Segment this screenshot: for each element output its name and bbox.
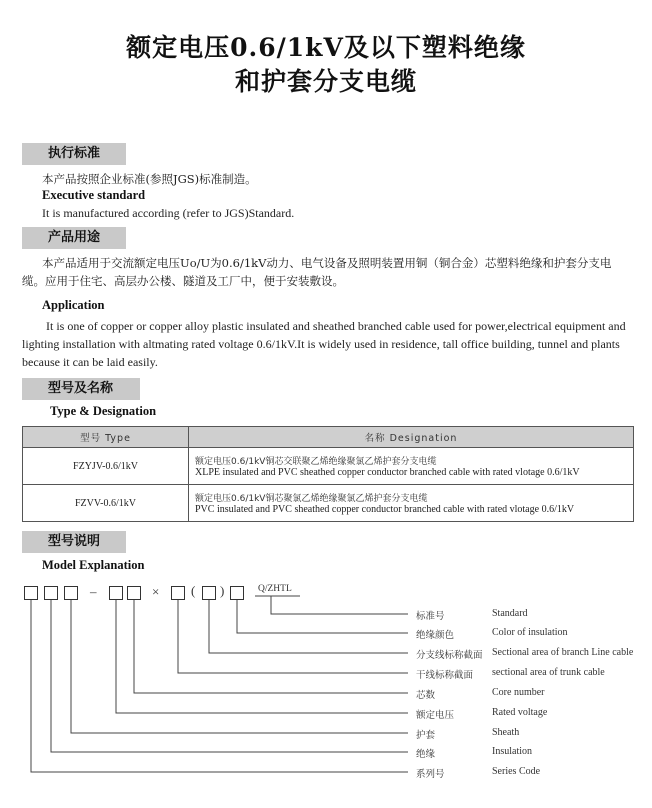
designation-en: XLPE insulated and PVC sheathed copper conductor branched cable with rated vlotage 0.6/1kV — [195, 467, 580, 478]
table-header-designation: 名称 Designation — [189, 427, 634, 448]
table-cell-type: FZVV-0.6/1kV — [23, 485, 189, 522]
model-box-voltage — [109, 586, 123, 600]
connector-color — [237, 600, 408, 633]
label-en-color: Color of insulation — [492, 627, 568, 638]
model-standard-code: Q/ZHTL — [258, 584, 292, 594]
designation-cn: 额定电压0.6/1kV铜芯聚氯乙烯绝缘聚氯乙烯护套分支电缆 — [195, 494, 428, 504]
model-box-branch — [202, 586, 216, 600]
section-tab-standard: 执行标准 — [22, 143, 126, 165]
model-box-core — [127, 586, 141, 600]
usage-text-cn: 本产品适用于交流额定电压Uo/U为0.6/1kV动力、电气设备及照明装置用铜（铜合金）芯塑料绝缘和护套分支电缆。应用于住宅、高层办公楼、隧道及工厂中，便于安装敷设。 — [22, 256, 612, 288]
table-header-type: 型号 Type — [23, 427, 189, 448]
page-title-line1: 额定电压0.6/1kV及以下塑料绝缘 — [126, 33, 526, 62]
model-rparen: ) — [220, 583, 225, 598]
section-tab-usage: 产品用途 — [22, 227, 126, 249]
label-en-series: Series Code — [492, 766, 541, 777]
label-cn-branch: 分支线标称截面 — [416, 650, 483, 661]
type-heading-en: Type & Designation — [50, 404, 157, 418]
connector-series — [31, 600, 408, 772]
label-en-insulation: Insulation — [492, 746, 532, 757]
model-box-sheath — [64, 586, 78, 600]
label-cn-voltage: 额定电压 — [416, 710, 455, 721]
table-cell-type: FZYJV-0.6/1kV — [23, 448, 189, 485]
label-en-trunk: sectional area of trunk cable — [492, 667, 605, 678]
connector-insulation — [51, 600, 408, 752]
model-times: × — [152, 584, 160, 599]
label-en-core: Core number — [492, 687, 545, 698]
label-en-standard: Standard — [492, 608, 528, 619]
section-tab-model: 型号说明 — [22, 531, 126, 553]
standard-text-cn: 本产品按照企业标准(参照JGS)标准制造。 — [42, 172, 257, 186]
model-box-color — [230, 586, 244, 600]
connector-voltage — [116, 600, 408, 713]
usage-heading-en: Application — [42, 298, 105, 312]
label-cn-sheath: 护套 — [416, 730, 436, 741]
connector-branch — [209, 600, 408, 653]
label-cn-insulation: 绝缘 — [416, 749, 436, 760]
model-lparen: ( — [191, 583, 196, 598]
page-title-line2: 和护套分支电缆 — [234, 67, 417, 96]
label-en-sheath: Sheath — [492, 727, 520, 738]
designation-en: PVC insulated and PVC sheathed copper conductor branched cable with rated vlotage 0.6/1kV — [195, 504, 575, 515]
model-heading-en: Model Explanation — [42, 558, 145, 572]
label-cn-color: 绝缘颜色 — [416, 630, 455, 641]
label-cn-core: 芯数 — [416, 690, 436, 701]
connector-trunk — [178, 600, 408, 673]
connector-standard — [271, 596, 408, 614]
model-box-series — [24, 586, 38, 600]
model-box-trunk — [171, 586, 185, 600]
designation-cn: 额定电压0.6/1kV铜芯交联聚乙烯绝缘聚氯乙烯护套分支电缆 — [195, 457, 437, 467]
standard-heading-en: Executive standard — [42, 188, 146, 202]
model-dash: – — [90, 584, 97, 599]
label-cn-trunk: 干线标称截面 — [416, 670, 474, 681]
label-en-branch: Sectional area of branch Line cable — [492, 647, 634, 658]
usage-text-en: It is one of copper or copper alloy plastic insulated and sheathed branched cable used for power,electrical equipment and lighting installation with altmating rated voltage 0.6/1kV.It is widely used in residence, tall office building, tunnel and plants because it can be laid easily. — [22, 319, 626, 369]
section-tab-type: 型号及名称 — [22, 378, 140, 400]
label-en-voltage: Rated voltage — [492, 707, 548, 718]
label-cn-standard: 标准号 — [416, 611, 445, 622]
label-cn-series: 系列号 — [416, 769, 445, 780]
model-box-insulation — [44, 586, 58, 600]
standard-text-en: It is manufactured according (refer to JGS)Standard. — [42, 206, 295, 220]
